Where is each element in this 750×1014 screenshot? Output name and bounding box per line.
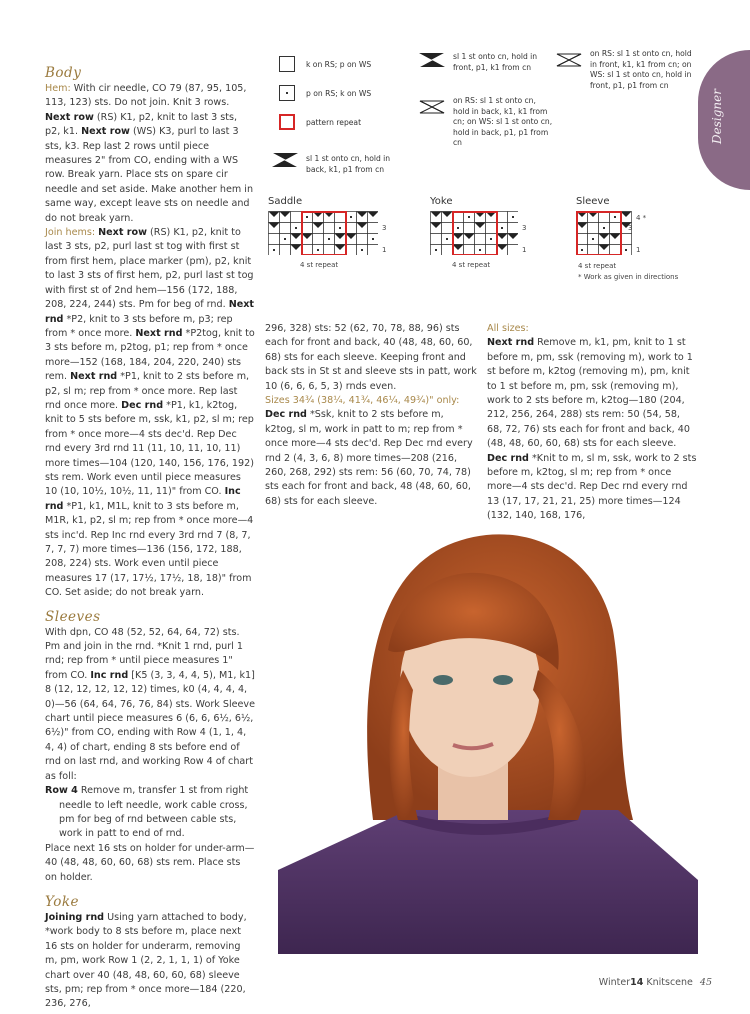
purl-dot (328, 238, 330, 240)
key-cross1: sl 1 st onto cn, hold in back, k1, p1 from cn (306, 154, 391, 174)
chart-cell (588, 245, 599, 256)
yoke-heading: Yoke (45, 893, 80, 910)
chart-cell (486, 245, 497, 256)
body-heading: Body (45, 65, 82, 81)
sleeves-intro: With dpn, CO 48 (52, 52, 64, 64, 72) sts. Pm and join in the rnd. *Knit 1 rnd, purl 1 rnd; rep from * until piece measures 1" from CO. Inc rnd [K5 (3, 3, 4, 4, 5), M1, k1] 8 (12, 12, 12, 12, 12) times, k0 (4, 4, 4, 4, 0)—56 (64, 64, 76, 76, 84) sts. Work Sleeve chart until piece measures 6 (6, 6, 6½, 6½, 6½)" from CO, ending with Row 4 (1, 1, 4, 4, 4) of chart, ending 8 sts before end of rnd on last rnd, and working Row 4 of chart as foll: (45, 626, 256, 782)
chart-cell (497, 212, 508, 223)
chart-cell (346, 223, 357, 234)
sleeve-repeat-label: 4 st repeat (578, 262, 617, 270)
yoke-row-1: 1 (522, 246, 527, 254)
col3-next: Next rnd Remove m, k1, pm, knit to 1 st before m, pm, ssk (removing m), work to 1 st before m, k2tog (removing m), pm, knit to 1 st before m, pm, ssk (removing m), work to 2 sts before m, k2tog—180 (204, 212, 256, 264, 288) sts rem: 50 (54, 58, 68, 72, 76) sts each for front and back, 40 (48, 48, 60, 60, 68) sts for each sleeve. (487, 337, 693, 450)
footer-season: Winter (598, 977, 631, 988)
purl-dot (317, 249, 319, 251)
purl-dot (603, 227, 605, 229)
col3-dec: Dec rnd *Knit to m, sl m, ssk, work to 2 sts before m, k2tog, sl m; rep from * once more—4 sts dec'd. Rep Dec rnd every rnd 13 (17, 17, 21, 21, 25) more times—124 (132, 140, 168, 176, (487, 452, 697, 522)
column-2 (265, 322, 477, 509)
body-hem: Hem: With cir needle, CO 79 (87, 95, 105, 113, 123) sts. Do not join. Knit 3 rows. Next row (RS) K1, p2, knit to last 3 sts, p2, k1. Next row (WS) K3, purl to last 3 sts, k3. Rep last 2 rows until piece measures 2" from CO, ending with a WS row. Break yarn. Place sts on spare cir needle and set aside. Make another hem in same way, except leave sts on needle and do not break yarn. (45, 83, 254, 224)
key-cross2: sl 1 st onto cn, hold in front, p1, k1 from cn (453, 52, 538, 72)
purl-dot (339, 227, 341, 229)
chart-cell (368, 245, 379, 256)
chart-cell (610, 245, 621, 256)
sleeves-row4: Row 4 Remove m, transfer 1 st from right needle to left needle, work cable cross, pm for beg of rnd between cable sts, work in patt to end of rnd. (45, 785, 249, 840)
sizes-label: Sizes 34¾ (38¼, 41¾, 46¼, 49¾)" only: (265, 395, 460, 407)
sleeve-row-1: 1 (636, 246, 641, 254)
cable-back-knit-icon (419, 100, 445, 114)
model-photo (278, 520, 698, 954)
purl-dot (614, 216, 616, 218)
purl-dot (479, 249, 481, 251)
all-sizes-label: All sizes: (487, 323, 529, 334)
chart-cell (368, 223, 379, 234)
chart-cell (302, 223, 313, 234)
purl-dot (581, 249, 583, 251)
saddle-row-3: 3 (382, 224, 387, 232)
designer-tab-label: Designer (710, 89, 724, 144)
purl-dot (284, 238, 286, 240)
purl-dot (295, 227, 297, 229)
purl-symbol-icon (279, 85, 295, 101)
key-cross3: on RS: sl 1 st onto cn, hold in back, k1, k1 from cn; on WS: sl 1 st onto cn, hold in back, p1, p1 from cn (453, 96, 553, 147)
saddle-repeat-label: 4 st repeat (300, 261, 339, 269)
chart-cell (610, 223, 621, 234)
purl-dot (468, 216, 470, 218)
yoke-join: Joining rnd Using yarn attached to body, *work body to 8 sts before m, place next 16 sts on holder for underarm, removing m, pm, work Row 1 (2, 2, 1, 1, 1) of Yoke chart over 40 (48, 48, 60, 60, 68) sleeve sts, pm; rep from * once more—184 (220, 236, 276, (45, 911, 247, 1010)
page-footer (599, 977, 712, 988)
purl-dot (625, 249, 627, 251)
purl-dot (306, 216, 308, 218)
purl-dot (457, 227, 459, 229)
purl-dot (446, 238, 448, 240)
sleeve-row-3: 3 (628, 224, 633, 232)
yoke-row-3: 3 (522, 224, 527, 232)
purl-dot (501, 227, 503, 229)
sleeves-heading: Sleeves (45, 608, 101, 625)
page-number: 45 (699, 977, 712, 988)
chart-cell (453, 212, 464, 223)
column-1 (45, 64, 255, 1012)
chart-cell (280, 223, 291, 234)
knit-symbol-icon (279, 56, 295, 72)
sleeve-chart-title: Sleeve (576, 196, 610, 207)
chart-cell (475, 234, 486, 245)
cable-front-knit-icon (556, 53, 582, 67)
purl-dot (435, 249, 437, 251)
pattern-repeat-icon (279, 114, 295, 130)
chart-cell (464, 223, 475, 234)
chart-cell (508, 245, 519, 256)
col2-dec: Dec rnd *Ssk, knit to 2 sts before m, k2tog, sl m, work in patt to m; rep from * once more—4 sts dec'd. Rep Dec rnd every rnd 2 (4, 3, 6, 8) more times—208 (216, 260, 268, 292) sts rem: 56 (60, 70, 74, 78) sts each for front and back, 48 (48, 60, 60, 68) sts for each sleeve. (265, 409, 473, 507)
body-join: Join hems: Next row (RS) K1, p2, knit to last 3 sts, p2, purl last st tog with first st from first hem, place marker (pm), p2, knit to last 3 sts of first hem, p2, purl last st tog with first st of 2nd hem—156 (172, 188, 208, 224, 244) sts. Pm for beg of rnd. Next rnd *P2, knit to 3 sts before m, p3; rep from * once more. Next rnd *P2tog, knit to 3 sts before m, p2tog, p1; rep from * once more—152 (168, 184, 204, 220, 240) sts rem. Next rnd *P1, knit to 2 sts before m, p2, sl m; rep from * once more. Rep last rnd once more. Dec rnd *P1, k1, k2tog, knit to 5 sts before m, ssk, k1, p2, sl m; rep from * once more—4 sts dec'd. Rep Dec rnd every 3rd rnd 11 (11, 10, 11, 10, 11) more times—104 (120, 140, 156, 176, 192) sts rem. Work even until piece measures 10 (10, 10½, 10½, 11, 11)" from CO. Inc rnd *P1, k1, M1L, knit to 3 sts before m, M1R, k1, p2, sl m; rep from * once more—4 sts inc'd. Rep Inc rnd every 3rd rnd 7 (8, 7, 7, 7, 7) more times—136 (156, 172, 188, 208, 224) sts. Work even until piece measures 17 (17, 17½, 17½, 18, 18)" from CO. Set aside; do not break yarn. (45, 227, 255, 599)
chart-cell (508, 223, 519, 234)
yoke-repeat-label: 4 st repeat (452, 261, 491, 269)
chart-cell (313, 234, 324, 245)
column-3 (487, 322, 697, 524)
saddle-chart (268, 211, 378, 255)
sleeves-place: Place next 16 sts on holder for under-arm—40 (48, 48, 60, 60, 68) sts rem. Place sts on holder. (45, 842, 255, 883)
key-cross4: on RS: sl 1 st onto cn, hold in front, k1, k1 from cn; on WS: sl 1 st onto cn, hold in front, p1, p1 from cn (590, 49, 692, 90)
chart-cell (431, 234, 442, 245)
cable-back-purl-icon (272, 153, 298, 167)
key-purl: p on RS; k on WS (306, 89, 372, 98)
chart-cell (291, 212, 302, 223)
purl-dot (372, 238, 374, 240)
chart-cell (621, 234, 632, 245)
footer-magazine: Knitscene (646, 977, 693, 988)
key-repeat: pattern repeat (306, 118, 362, 127)
cable-front-purl-icon (419, 53, 445, 67)
yoke-chart-title: Yoke (430, 196, 453, 207)
chart-cell (577, 234, 588, 245)
sleeve-note: * Work as given in directions (578, 273, 679, 281)
chart-cell (442, 245, 453, 256)
designer-tab (698, 50, 750, 190)
sleeve-chart (576, 211, 632, 255)
purl-dot (361, 249, 363, 251)
chart-cell (269, 234, 280, 245)
purl-dot (592, 238, 594, 240)
chart-cell (588, 223, 599, 234)
saddle-chart-title: Saddle (268, 196, 303, 207)
chart-cell (486, 223, 497, 234)
purl-dot (350, 216, 352, 218)
chart-cell (302, 245, 313, 256)
yoke-chart (430, 211, 518, 255)
chart-cell (280, 245, 291, 256)
chart-cell (335, 212, 346, 223)
key-knit: k on RS; p on WS (306, 60, 372, 69)
chart-cell (324, 223, 335, 234)
chart-cell (357, 234, 368, 245)
purl-dot (512, 216, 514, 218)
footer-year: 14 (630, 977, 644, 988)
chart-cell (346, 245, 357, 256)
chart-cell (442, 223, 453, 234)
purl-dot (490, 238, 492, 240)
purl-dot (273, 249, 275, 251)
chart-cell (464, 245, 475, 256)
sleeve-row-4: 4 * (636, 214, 647, 222)
saddle-row-1: 1 (382, 246, 387, 254)
col2-continued: 296, 328) sts: 52 (62, 70, 78, 88, 96) sts each for front and back, 40 (48, 48, 60, 60, 68) sts for each sleeve. Keeping front and back sts in St st and sleeve sts in patt, work 10 (6, 6, 6, 5, 3) rnds even. (265, 323, 477, 392)
chart-cell (599, 212, 610, 223)
chart-cell (324, 245, 335, 256)
